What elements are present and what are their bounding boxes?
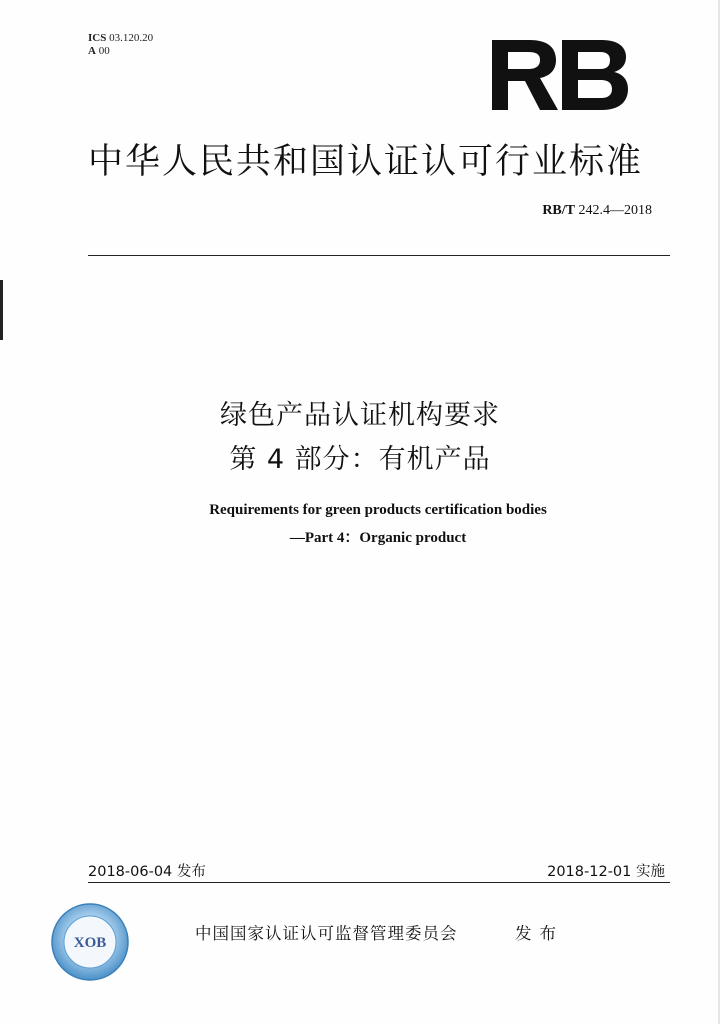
ics-line xyxy=(88,32,153,45)
header-divider xyxy=(88,255,670,256)
chinese-title-line-1: 绿色产品认证机构要求 xyxy=(220,400,500,431)
class-line xyxy=(88,45,153,58)
ics-block xyxy=(88,32,153,58)
anti-counterfeit-seal-icon xyxy=(50,902,130,982)
standard-code xyxy=(542,203,652,219)
rb-logo-r xyxy=(492,40,558,110)
scan-edge-mark xyxy=(0,280,3,340)
rb-logo-b xyxy=(562,40,628,110)
standard-code-prefix: RB/T xyxy=(542,203,575,218)
implementation-date: 2018-12-01 实施 xyxy=(547,864,665,880)
footer-divider xyxy=(88,882,670,883)
english-title-line-1: Requirements for green products certification bodies xyxy=(209,502,547,518)
standard-code-number: 242.4—2018 xyxy=(578,203,652,218)
standard-type-title: 中华人民共和国认证认可行业标准 xyxy=(88,142,644,182)
chinese-title-line-2: 第 4 部分：有机产品 xyxy=(229,444,491,475)
seal-logo: XOB xyxy=(73,935,107,951)
ics-label: ICS xyxy=(88,32,107,44)
issue-date: 2018-06-04 发布 xyxy=(88,864,206,880)
class-label: A xyxy=(88,45,96,57)
class-code: 00 xyxy=(98,45,110,57)
issuing-authority: 中国国家认证认可监督管理委员会 xyxy=(195,924,458,943)
english-title-line-2: —Part 4：Organic product xyxy=(289,530,467,546)
ics-code: 03.120.20 xyxy=(109,32,154,44)
rb-logo xyxy=(490,38,630,112)
issuing-action: 发布 xyxy=(515,924,564,943)
